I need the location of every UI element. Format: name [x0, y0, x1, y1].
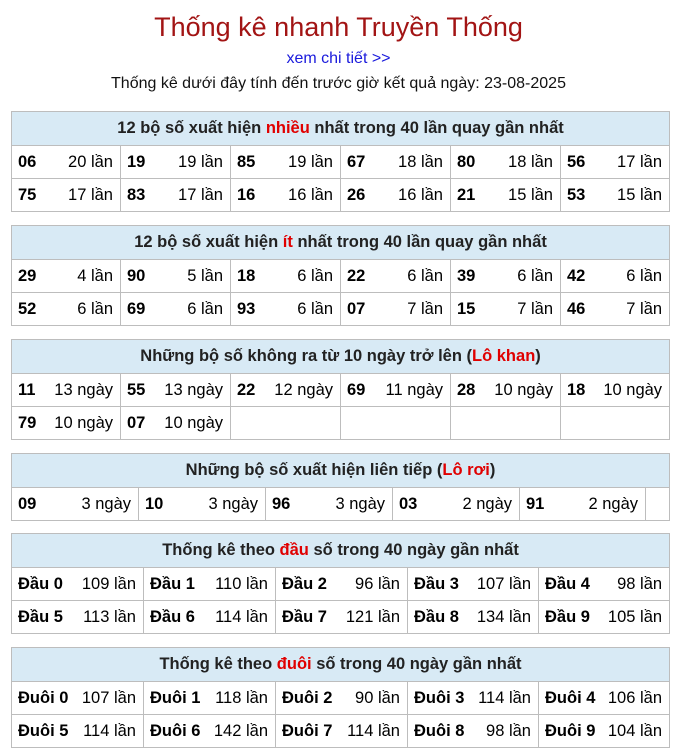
stat-count: 13 ngày	[164, 380, 223, 399]
stat-number: Đuôi 9	[545, 721, 596, 740]
page-title: Thống kê nhanh Truyền Thống	[154, 12, 523, 42]
stat-cell	[121, 407, 231, 440]
section-heading	[12, 648, 670, 682]
stat-count: 15 lần	[617, 185, 663, 204]
stat-cell	[12, 146, 121, 179]
table-row	[12, 682, 670, 715]
heading-text: 12 bộ số xuất hiện	[134, 233, 283, 251]
stat-cell	[341, 146, 451, 179]
stat-number: Đầu 4	[545, 574, 590, 593]
table-row	[12, 601, 670, 634]
heading-highlight: đuôi	[276, 655, 312, 673]
stat-count: 17 lần	[68, 185, 113, 204]
stat-cell	[12, 488, 139, 521]
stat-count: 2 ngày	[462, 494, 512, 513]
stat-cell	[539, 682, 670, 715]
stat-number: Đầu 8	[414, 607, 459, 626]
lo-roi-table	[11, 453, 670, 521]
table-row	[12, 407, 670, 440]
heading-highlight: Lô khan	[472, 347, 536, 365]
stat-count: 15 lần	[508, 185, 553, 204]
stat-cell	[121, 179, 231, 212]
stat-count: 16 lần	[288, 185, 333, 204]
stat-count: 7 lần	[517, 299, 553, 318]
stat-count: 5 lần	[187, 266, 223, 285]
stat-cell	[276, 568, 408, 601]
stat-cell	[231, 374, 341, 407]
stat-cell	[408, 568, 539, 601]
stat-number: 22	[237, 380, 256, 399]
stat-cell	[561, 179, 670, 212]
stat-number: 28	[457, 380, 476, 399]
heading-text: Những bộ số xuất hiện liên tiếp (	[185, 461, 443, 479]
stat-number: 75	[18, 185, 37, 204]
stat-cell	[121, 260, 231, 293]
stat-count: 19 lần	[178, 152, 223, 171]
stat-count: 121 lần	[345, 607, 400, 626]
stat-cell	[408, 601, 539, 634]
stat-count: 6 lần	[407, 266, 443, 285]
stat-cell	[12, 260, 121, 293]
table-row	[12, 293, 670, 326]
stat-cell	[451, 407, 561, 440]
stat-count: 7 lần	[626, 299, 663, 318]
stat-number: 21	[457, 185, 476, 204]
stat-count: 10 ngày	[54, 413, 113, 432]
stat-count: 107 lần	[81, 688, 136, 707]
stat-cell	[539, 601, 670, 634]
stat-number: 11	[18, 380, 36, 399]
stat-count: 18 lần	[398, 152, 443, 171]
stat-cell	[408, 715, 539, 748]
stat-number: Đuôi 3	[414, 688, 465, 707]
stat-cell	[408, 682, 539, 715]
stat-number: 56	[567, 152, 586, 171]
stat-number: Đuôi 2	[282, 688, 333, 707]
heading-highlight: Lô rơi	[442, 461, 490, 479]
stat-count: 104 lần	[607, 721, 662, 740]
stat-cell	[276, 715, 408, 748]
stat-number: 67	[347, 152, 366, 171]
stat-number: 52	[18, 299, 37, 318]
stat-number: Đầu 7	[282, 607, 327, 626]
heading-text: 12 bộ số xuất hiện	[117, 119, 266, 137]
stat-count: 6 lần	[517, 266, 553, 285]
stat-cell	[451, 260, 561, 293]
stat-number: 18	[237, 266, 256, 285]
stat-count: 113 lần	[83, 607, 136, 626]
stat-count: 114 lần	[215, 607, 268, 626]
stat-count: 3 ngày	[81, 494, 131, 513]
stat-number: Đuôi 0	[18, 688, 69, 707]
stat-number: 46	[567, 299, 586, 318]
stat-count: 106 lần	[607, 688, 662, 707]
stat-cell	[231, 407, 341, 440]
heading-text: số trong 40 ngày gần nhất	[308, 541, 519, 559]
stat-number: 53	[567, 185, 586, 204]
stat-count: 114 lần	[347, 721, 400, 740]
stat-number: 69	[347, 380, 366, 399]
page-subtitle: Thống kê dưới đây tính đến trước giờ kết quả ngày: 23-08-2025	[111, 75, 566, 92]
stat-count: 3 ngày	[335, 494, 385, 513]
stat-number: 09	[18, 494, 37, 513]
stat-cell	[561, 293, 670, 326]
most-frequent-table	[11, 111, 670, 212]
stat-number: 93	[237, 299, 256, 318]
stat-cell	[231, 260, 341, 293]
stat-count: 6 lần	[297, 266, 333, 285]
stat-number: 03	[399, 494, 418, 513]
stat-number: Đuôi 4	[545, 688, 596, 707]
stat-number: 07	[347, 299, 366, 318]
stat-count: 13 ngày	[54, 380, 113, 399]
stat-count: 20 lần	[68, 152, 113, 171]
stat-cell	[561, 407, 670, 440]
stat-count: 7 lần	[407, 299, 443, 318]
lo-khan-table	[11, 339, 670, 440]
stat-number: Đầu 6	[150, 607, 195, 626]
stat-cell	[12, 374, 121, 407]
stat-count: 105 lần	[607, 607, 663, 626]
head-digit-table	[11, 533, 670, 634]
stat-cell	[520, 488, 646, 521]
heading-text: nhất trong 40 lần quay gần nhất	[292, 233, 547, 251]
stat-count: 17 lần	[178, 185, 223, 204]
stat-cell	[121, 146, 231, 179]
heading-text: )	[535, 347, 541, 365]
table-row	[12, 568, 670, 601]
stat-number: 26	[347, 185, 366, 204]
stat-count: 19 lần	[288, 152, 333, 171]
stat-number: Đầu 2	[282, 574, 327, 593]
stat-count: 134 lần	[476, 607, 531, 626]
stat-number: 22	[347, 266, 366, 285]
stat-number: 79	[18, 413, 37, 432]
stat-cell	[121, 293, 231, 326]
stat-count: 110 lần	[215, 574, 268, 593]
table-row	[12, 179, 670, 212]
stat-cell	[231, 179, 341, 212]
section-heading	[12, 226, 670, 260]
stat-cell	[646, 488, 670, 521]
stat-number: Đầu 9	[545, 607, 590, 626]
stat-count: 142 lần	[213, 721, 268, 740]
stat-number: Đuôi 6	[150, 721, 201, 740]
stat-cell	[539, 568, 670, 601]
stat-number: 55	[127, 380, 146, 399]
stat-cell	[144, 568, 276, 601]
stat-count: 17 lần	[617, 152, 663, 171]
table-row	[12, 488, 670, 521]
stat-cell	[451, 179, 561, 212]
stat-count: 3 ngày	[208, 494, 258, 513]
stat-count: 98 lần	[617, 574, 663, 593]
stat-cell	[144, 601, 276, 634]
stat-number: Đuôi 5	[18, 721, 69, 740]
stat-cell	[276, 601, 408, 634]
tail-digit-table	[11, 647, 670, 748]
section-heading	[12, 112, 670, 146]
heading-text: Thống kê theo	[162, 541, 280, 559]
stat-number: Đầu 5	[18, 607, 63, 626]
stat-number: 18	[567, 380, 586, 399]
heading-text: số trong 40 ngày gần nhất	[311, 655, 522, 673]
stat-number: 16	[237, 185, 256, 204]
stat-cell	[451, 146, 561, 179]
stat-number: 83	[127, 185, 146, 204]
stat-number: Đuôi 8	[414, 721, 465, 740]
stat-number: 39	[457, 266, 476, 285]
stat-count: 11 ngày	[385, 380, 443, 399]
stat-count: 96 lần	[355, 574, 400, 593]
stat-count: 18 lần	[508, 152, 553, 171]
section-heading	[12, 340, 670, 374]
heading-text: Thống kê theo	[159, 655, 277, 673]
stat-count: 118 lần	[215, 688, 268, 707]
stat-number: 06	[18, 152, 37, 171]
stat-cell	[231, 146, 341, 179]
table-row	[12, 260, 670, 293]
stat-number: Đầu 3	[414, 574, 459, 593]
stat-cell	[341, 179, 451, 212]
stat-number: Đuôi 7	[282, 721, 333, 740]
stat-count: 6 lần	[626, 266, 663, 285]
stat-count: 12 ngày	[274, 380, 333, 399]
stat-cell	[341, 260, 451, 293]
stat-number: 10	[145, 494, 164, 513]
stat-count: 114 lần	[83, 721, 136, 740]
table-row	[12, 715, 670, 748]
heading-highlight: ít	[282, 233, 293, 251]
stat-count: 6 lần	[187, 299, 223, 318]
stat-count: 90 lần	[355, 688, 400, 707]
stat-count: 16 lần	[398, 185, 443, 204]
stat-count: 109 lần	[81, 574, 136, 593]
stat-cell	[121, 374, 231, 407]
stat-cell	[561, 146, 670, 179]
stat-count: 10 ngày	[164, 413, 223, 432]
stat-cell	[341, 374, 451, 407]
stat-number: Đầu 1	[150, 574, 195, 593]
stat-count: 114 lần	[478, 688, 531, 707]
stat-number: 19	[127, 152, 146, 171]
table-row	[12, 146, 670, 179]
table-row	[12, 374, 670, 407]
stat-number: 91	[526, 494, 545, 513]
stat-cell	[12, 568, 144, 601]
stat-count: 2 ngày	[588, 494, 638, 513]
stat-count: 6 lần	[77, 299, 113, 318]
stat-count: 98 lần	[486, 721, 531, 740]
stat-cell	[12, 179, 121, 212]
stat-count: 107 lần	[476, 574, 531, 593]
stat-cell	[561, 374, 670, 407]
stat-cell	[144, 682, 276, 715]
heading-text: nhất trong 40 lần quay gần nhất	[309, 119, 564, 137]
stat-number: 07	[127, 413, 146, 432]
stat-cell	[341, 293, 451, 326]
view-detail-link[interactable]: xem chi tiết >>	[286, 50, 391, 67]
stat-cell	[266, 488, 393, 521]
stat-cell	[276, 682, 408, 715]
stat-cell	[393, 488, 520, 521]
section-heading	[12, 454, 670, 488]
heading-text: Những bộ số không ra từ 10 ngày trở lên (	[140, 347, 473, 365]
stat-number: 85	[237, 152, 256, 171]
stat-count: 10 ngày	[494, 380, 553, 399]
stat-number: 96	[272, 494, 291, 513]
stat-cell	[451, 374, 561, 407]
stat-cell	[12, 682, 144, 715]
stat-cell	[341, 407, 451, 440]
stat-cell	[12, 407, 121, 440]
stat-count: 4 lần	[77, 266, 113, 285]
heading-text: )	[489, 461, 496, 479]
heading-highlight: nhiều	[265, 119, 310, 137]
stat-cell	[561, 260, 670, 293]
stat-number: 29	[18, 266, 37, 285]
stat-number: Đuôi 1	[150, 688, 201, 707]
stat-count: 6 lần	[297, 299, 333, 318]
stat-number: 80	[457, 152, 476, 171]
stat-cell	[12, 293, 121, 326]
stat-cell	[12, 601, 144, 634]
least-frequent-table	[11, 225, 670, 326]
stat-number: 42	[567, 266, 586, 285]
section-heading	[12, 534, 670, 568]
stat-number: 15	[457, 299, 476, 318]
stat-number: Đầu 0	[18, 574, 63, 593]
heading-highlight: đầu	[279, 541, 309, 559]
stat-number: 69	[127, 299, 146, 318]
stat-cell	[12, 715, 144, 748]
stat-number: 90	[127, 266, 146, 285]
stat-cell	[144, 715, 276, 748]
stat-cell	[139, 488, 266, 521]
stat-cell	[231, 293, 341, 326]
stat-count: 10 ngày	[603, 380, 663, 399]
stat-cell	[451, 293, 561, 326]
stat-cell	[539, 715, 670, 748]
